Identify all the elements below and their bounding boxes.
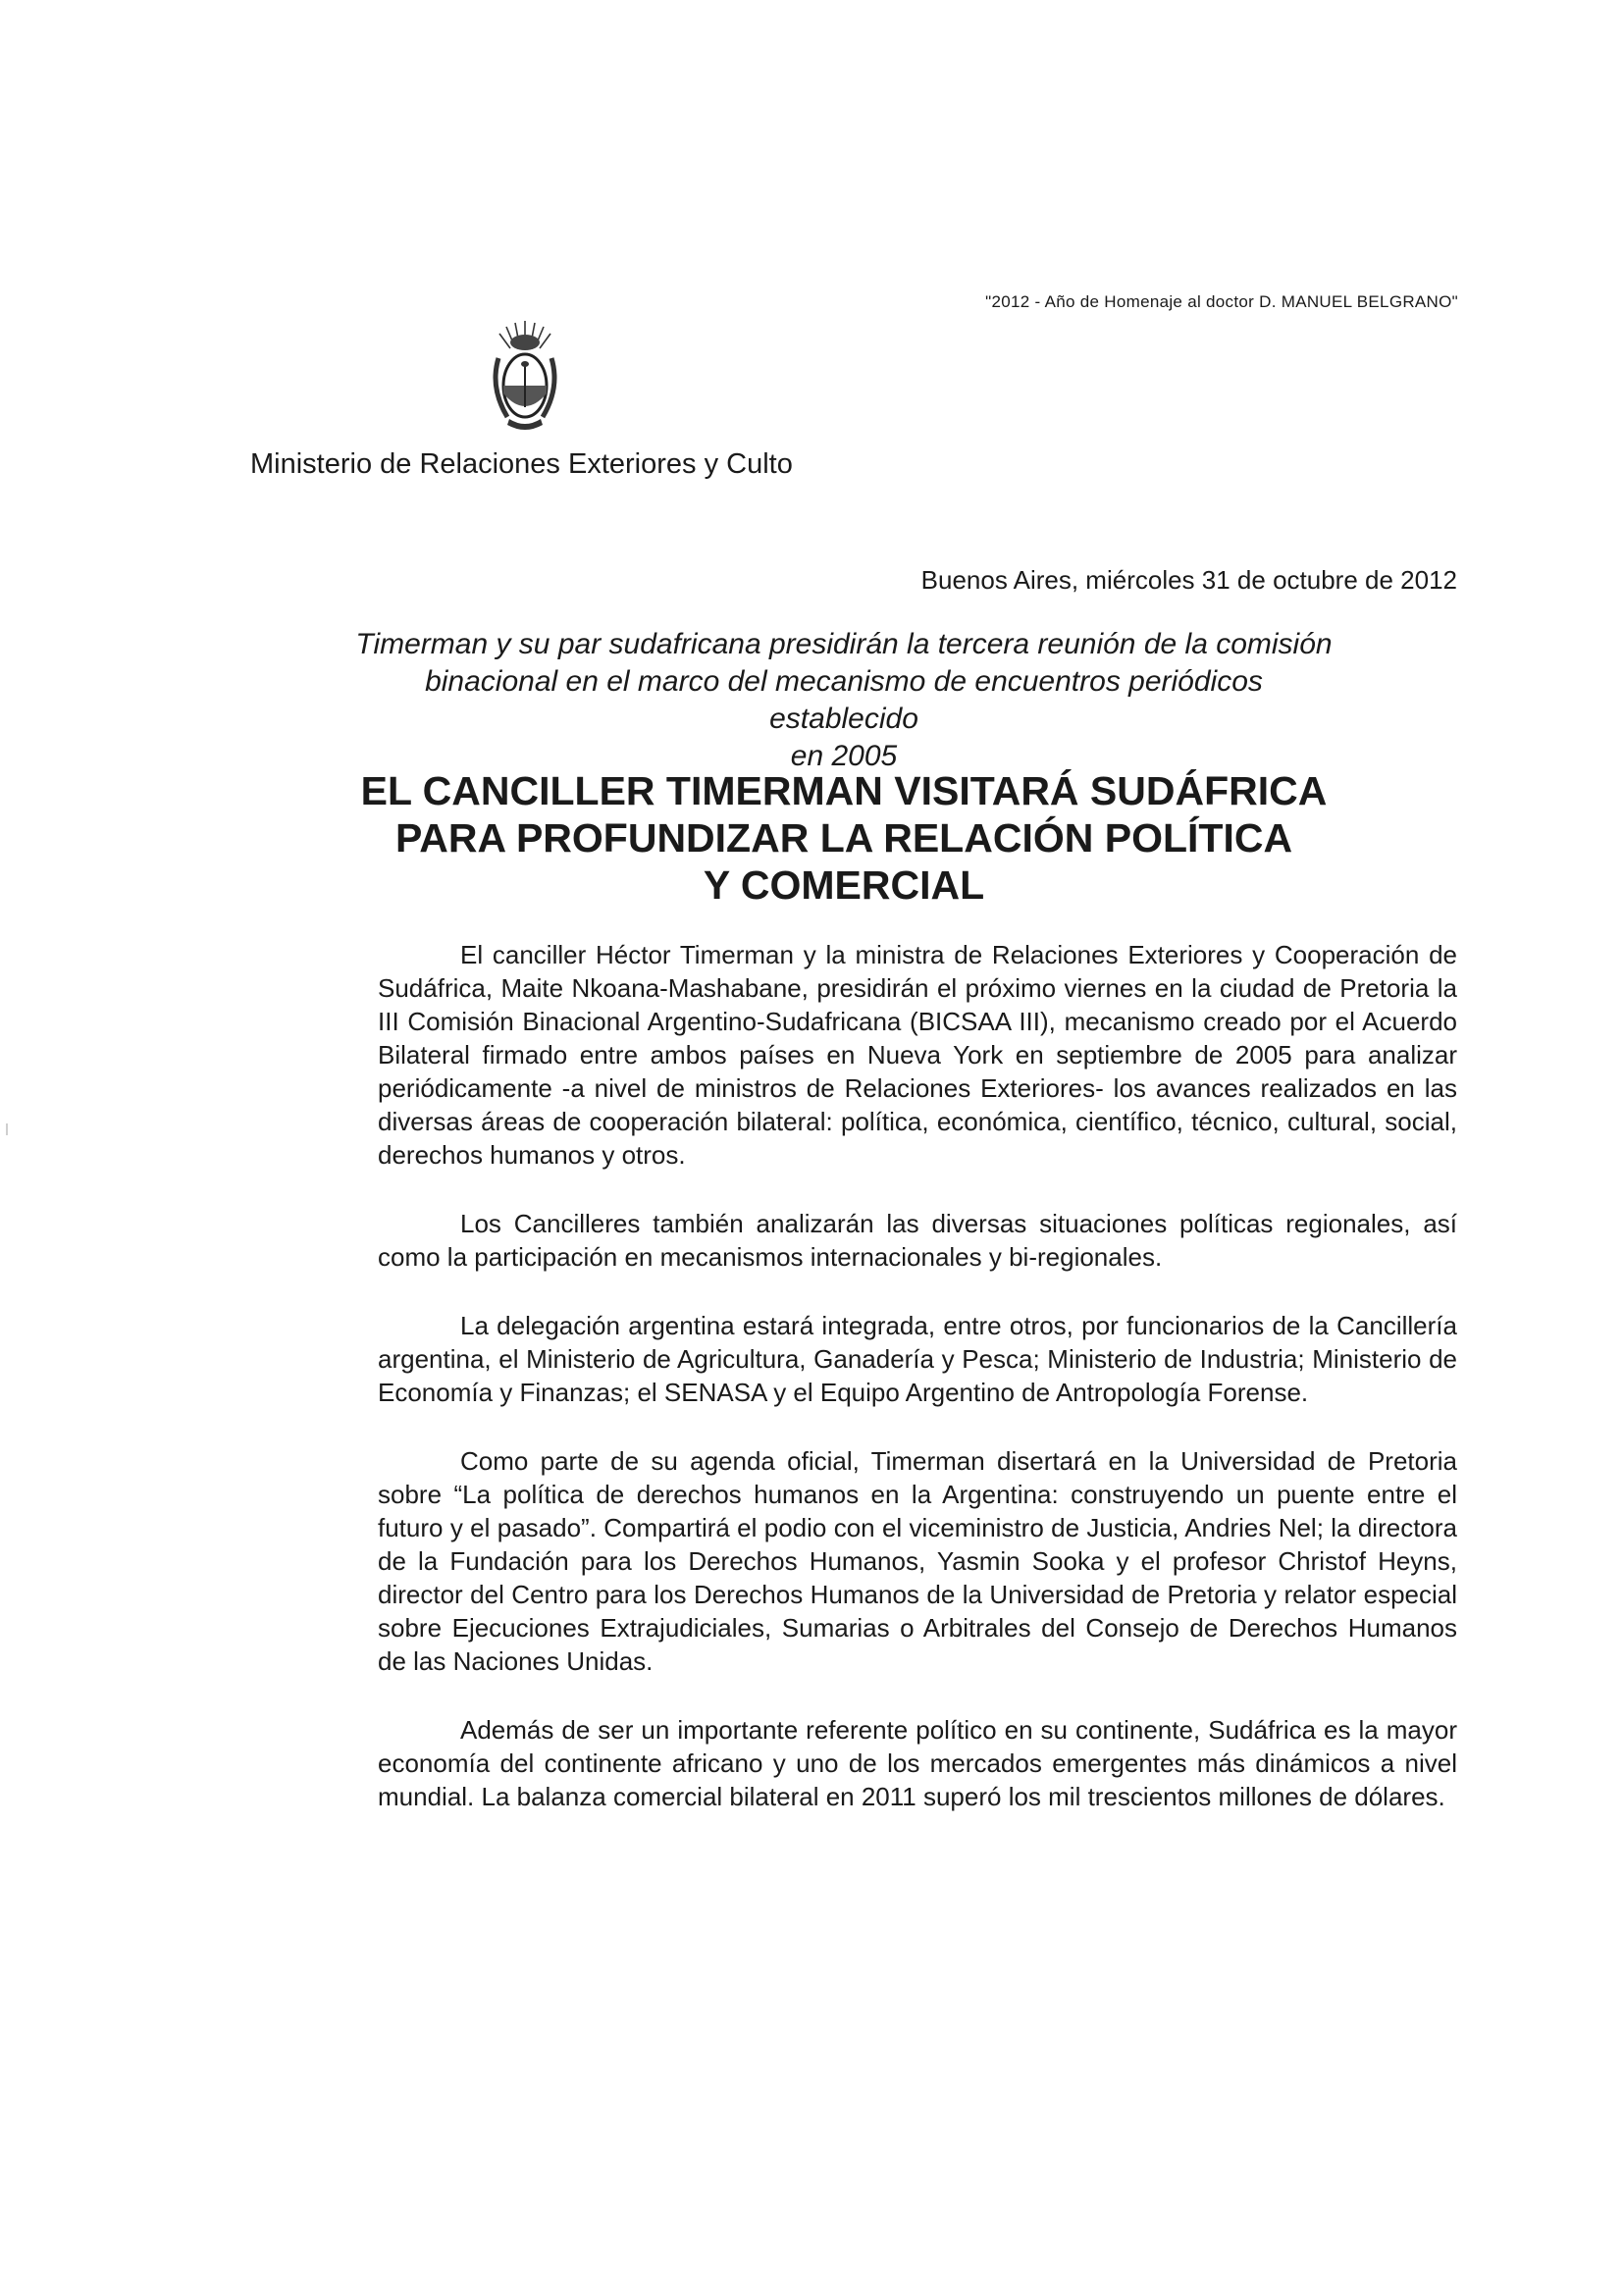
paragraph: Los Cancilleres también analizarán las diversas situaciones políticas regionales, así como la participación en mecanismos internacionales y bi-regionales. <box>378 1209 1457 1272</box>
motto-header: "2012 - Año de Homenaje al doctor D. MANUEL BELGRANO" <box>985 292 1458 311</box>
scan-margin-mark <box>6 1123 8 1135</box>
paragraph: Como parte de su agenda oficial, Timerman disertará en la Universidad de Pretoria sobre “La política de derechos humanos en la Argentina: construyendo un puente entre el futuro y el pasado”. Compartirá el podio con el viceministro de Justicia, Andries Nel; la directora de la Fundación para los Derechos Humanos, Yasmin Sooka y el profesor Christof Heyns, director del Centro para los Derechos Humanos de la Universidad de Pretoria y relator especial sobre Ejecuciones Extrajudiciales, Sumarias o Arbitrales del Consejo de Derechos Humanos de las Naciones Unidas. <box>378 1446 1457 1676</box>
subtitle <box>353 626 1335 775</box>
ministry-name: Ministerio de Relaciones Exteriores y Culto <box>250 448 793 480</box>
paragraph: El canciller Héctor Timerman y la ministra de Relaciones Exteriores y Cooperación de Sudáfrica, Maite Nkoana-Mashabane, presidirán el próximo viernes en la ciudad de Pretoria la III Comisión Binacional Argentino-Sudafricana (BICSAA III), mecanismo creado por el Acuerdo Bilateral firmado entre ambos países en Nueva York en septiembre de 2005 para analizar periódicamente -a nivel de ministros de Relaciones Exteriores- los avances realizados en las diversas áreas de cooperación bilateral: política, económica, científico, técnico, cultural, social, derechos humanos y otros. <box>378 940 1457 1170</box>
headline <box>324 767 1364 909</box>
headline-line: PARA PROFUNDIZAR LA RELACIÓN POLÍTICA <box>394 815 1293 861</box>
headline-line: Y COMERCIAL <box>703 862 985 908</box>
subtitle-line: binacional en el marco del mecanismo de encuentros periódicos establecido <box>425 665 1263 735</box>
article-body <box>378 938 1457 1849</box>
paragraph: La delegación argentina estará integrada, entre otros, por funcionarios de la Cancillería argentina, el Ministerio de Agricultura, Ganadería y Pesca; Ministerio de Industria; Ministerio de Economía y Finanzas; el SENASA y el Equipo Argentino de Antropología Forense. <box>378 1311 1457 1407</box>
coat-of-arms-icon <box>486 319 564 437</box>
headline-line: EL CANCILLER TIMERMAN VISITARÁ SUDÁFRICA <box>360 768 1328 813</box>
paragraph: Además de ser un importante referente político en su continente, Sudáfrica es la mayor economía del continente africano y uno de los mercados emergentes más dinámicos a nivel mundial. La balanza comercial bilateral en 2011 superó los mil trescientos millones de dólares. <box>378 1715 1457 1811</box>
subtitle-line: en 2005 <box>790 740 898 772</box>
subtitle-line: Timerman y su par sudafricana presidirán la tercera reunión de la comisión <box>355 628 1333 660</box>
dateline: Buenos Aires, miércoles 31 de octubre de 2012 <box>920 565 1457 595</box>
